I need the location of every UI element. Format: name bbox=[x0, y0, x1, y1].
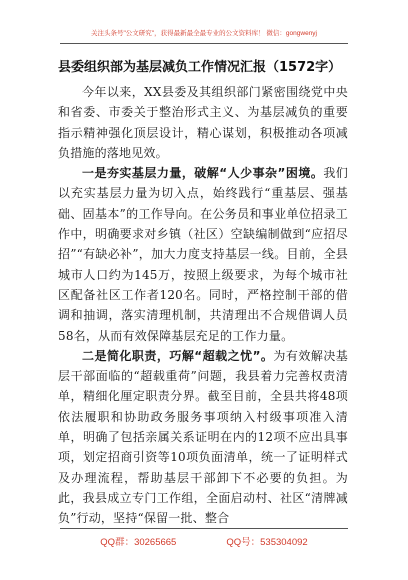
footer bbox=[60, 534, 348, 548]
footer-divider bbox=[60, 528, 348, 529]
paragraph-2 bbox=[58, 346, 348, 529]
document-title: 县委组织部为基层减负工作情况汇报（1572字） bbox=[58, 60, 342, 75]
paragraph-1 bbox=[58, 163, 348, 346]
paragraph-1-text: 我们以充实基层力量为切入点，始终践行“重基层、强基础、固基本”的工作导向。在公务员和事业单位招录工作中，明确要求对乡镇（社区）空缺编制做到“应招尽招”“有缺必补”，加大力度支持基层一线。目前，全县城市人口约为145万，按照上级要求，为每个城市社区配备社区工作者120名。同时，严格控制干部的借调和抽调，落实清理机制，共清理出不合规借调人员58名，从而有效保障基层充足的工作力量。 bbox=[58, 166, 348, 343]
paragraph-intro-text: 今年以来，XX县委及其组织部门紧密围绕党中央和省委、市委关于整治形式主义、为基层减负的重要指示精神强化顶层设计，精心谋划，积极推动各项减负措施的落地见效。 bbox=[58, 85, 348, 160]
footer-qq-group: QQ群：30265665 bbox=[100, 537, 177, 548]
footer-qq-number: QQ号：535304092 bbox=[226, 537, 308, 548]
header-banner: 关注头条号"公文研究"，获得最新最全最专业的公文资料库！ 微信：gongwenyj bbox=[91, 30, 317, 37]
paragraph-1-lead: 一是夯实基层力量，破解“人少事杂”困境。 bbox=[82, 166, 324, 181]
header-divider bbox=[60, 43, 348, 44]
paragraph-2-lead: 二是简化职责，巧解“超载之忧”。 bbox=[82, 348, 274, 363]
paragraph-2-text: 为有效解决基层干部面临的“超载重荷”问题，我县着力完善权责清单，精细化厘定职责分界。截至目前，全县共将48项依法履职和协助政务服务事项纳入村级事项准入清单，明确了包括亲属关系证明在内的12项不应出具事项，划定招商引资等10项负面清单，统一了证明样式及办理流程，帮助基层干部卸下不必要的负担。为此，我县成立专门工作组，全面启动村、社区“清牌减负”行动，坚持“保留一批、整合 bbox=[58, 348, 348, 526]
paragraph-intro bbox=[58, 82, 348, 163]
document-body bbox=[58, 82, 348, 529]
